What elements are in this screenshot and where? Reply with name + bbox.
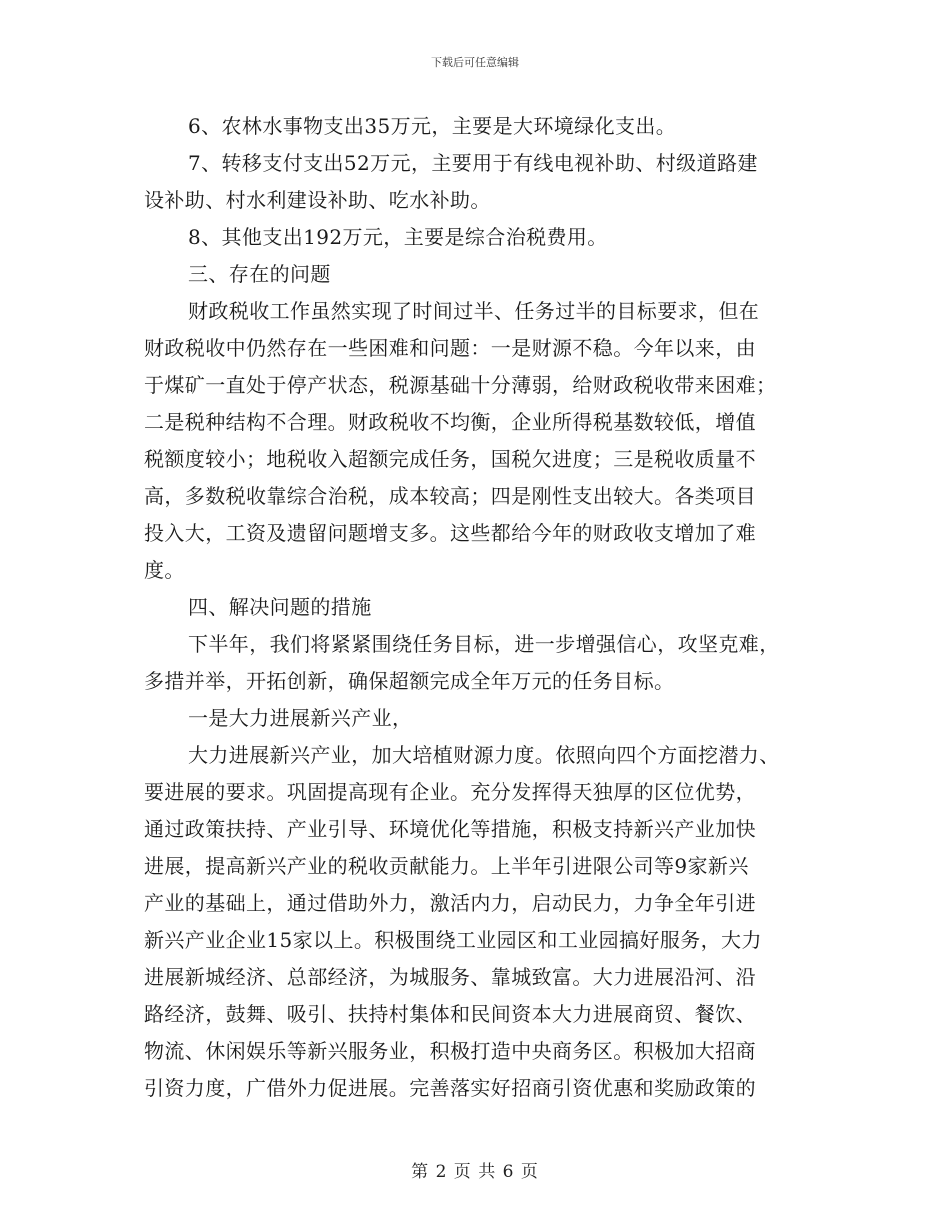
text-line: 于煤矿一直处于停产状态，税源基础十分薄弱，给财政税收带来困难； [144, 373, 777, 397]
text-line: 设补助、村水利建设补助、吃水补助。 [144, 188, 491, 212]
text-line: 7、转移支付支出52万元，主要用于有线电视补助、村级道路建 [188, 151, 758, 175]
text-line: 财政税收工作虽然实现了时间过半、任务过半的目标要求，但在 [188, 299, 760, 323]
text-line: 物流、休闲娱乐等新兴服务业，积极打造中央商务区。积极加大招商 [144, 1039, 756, 1063]
subheading: 一是大力进展新兴产业， [188, 706, 413, 730]
text-line: 要进展的要求。巩固提高现有企业。充分发挥得天独厚的区位优势， [144, 780, 756, 804]
text-line: 进展新城经济、总部经济，为城服务、靠城致富。大力进展沿河、沿 [144, 965, 756, 989]
text-line: 投入大，工资及遗留问题增支多。这些都给今年的财政收支增加了难 [144, 521, 756, 545]
text-line: 多措并举，开拓创新，确保超额完成全年万元的任务目标。 [144, 669, 675, 693]
text-line: 新兴产业企业15家以上。积极围绕工业园区和工业园搞好服务，大力 [144, 928, 762, 952]
document-body [144, 108, 824, 1107]
text-line: 税额度较小；地税收入超额完成任务，国税欠进度；三是税收质量不 [144, 447, 756, 471]
page-header: 下载后可任意编辑 [431, 56, 519, 69]
text-line: 大力进展新兴产业，加大培植财源力度。依照向四个方面挖潜力、 [188, 743, 780, 767]
text-line: 通过政策扶持、产业引导、环境优化等措施，积极支持新兴产业加快 [144, 817, 756, 841]
text-line: 二是税种结构不合理。财政税收不均衡，企业所得税基数较低，增值 [144, 410, 756, 434]
text-line: 8、其他支出192万元，主要是综合治税费用。 [188, 225, 608, 249]
text-line: 财政税收中仍然存在一些困难和问题：一是财源不稳。今年以来，由 [144, 336, 756, 360]
text-line: 路经济，鼓舞、吸引、扶持村集体和民间资本大力进展商贸、餐饮、 [144, 1002, 756, 1026]
text-line: 高，多数税收靠综合治税，成本较高；四是刚性支出较大。各类项目 [144, 484, 756, 508]
text-line: 产业的基础上，通过借助外力，激活内力，启动民力，力争全年引进 [144, 891, 756, 915]
text-line: 引资力度，广借外力促进展。完善落实好招商引资优惠和奖励政策的 [144, 1076, 756, 1100]
text-line: 6、农林水事物支出35万元，主要是大环境绿化支出。 [188, 114, 677, 138]
page-number: 第 2 页 共 6 页 [411, 1162, 539, 1182]
section-heading: 三、存在的问题 [188, 262, 331, 286]
section-heading: 四、解决问题的措施 [188, 595, 372, 619]
text-line: 进展，提高新兴产业的税收贡献能力。上半年引进限公司等9家新兴 [144, 854, 749, 878]
text-line: 下半年，我们将紧紧围绕任务目标，进一步增强信心，攻坚克难， [188, 632, 780, 656]
text-line: 度。 [144, 558, 185, 582]
